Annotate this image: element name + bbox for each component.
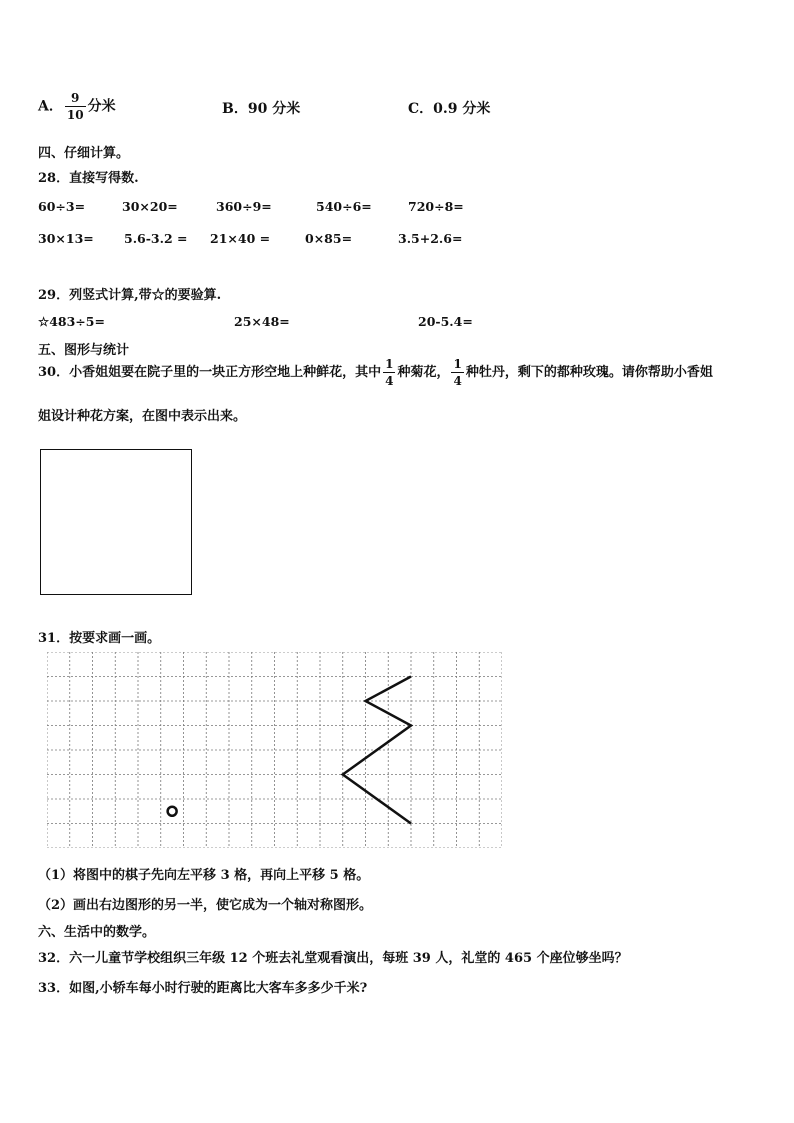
q31-sub-1: （1）将图中的棋子先向左平移 3 格，再向上平移 5 格。 — [38, 868, 370, 883]
q28-r1-c2: 30×20= — [122, 199, 178, 214]
q32-text: 32．六一儿童节学校组织三年级 12 个班去礼堂观看演出，每班 39 人，礼堂的 465 个座位够坐吗？ — [38, 951, 628, 966]
q28-r2-c2: 5.6-3.2 = — [124, 231, 188, 246]
q29-item-2: 25×48= — [234, 314, 290, 329]
q31-title: 31．按要求画一画。 — [38, 631, 161, 646]
option-a-label: A． — [38, 98, 63, 115]
section-6-title: 六、生活中的数学。 — [38, 925, 156, 940]
q29-title: 29．列竖式计算,带☆的要验算. — [38, 288, 222, 303]
q28-r1-c3: 360÷9= — [216, 199, 272, 214]
chess-piece-icon — [168, 807, 177, 816]
option-a — [38, 92, 116, 121]
q30-line-2: 姐设计种花方案，在图中表示出来。 — [38, 409, 247, 424]
q28-r1-c4: 540÷6= — [316, 199, 372, 214]
q28-r2-c1: 30×13= — [38, 231, 94, 246]
q28-r1-c1: 60÷3= — [38, 199, 86, 214]
section-4-title: 四、仔细计算。 — [38, 146, 130, 161]
q28-title: 28．直接写得数. — [38, 171, 139, 186]
q29-item-1: ☆483÷5= — [38, 314, 105, 329]
q28-r2-c5: 3.5+2.6= — [398, 231, 463, 246]
q30-text-3: 种牡丹，剩下的都种玫瑰。请你帮助小香姐 — [465, 365, 713, 380]
option-a-unit: 分米 — [87, 98, 116, 115]
q31-sub-2: （2）画出右边图形的另一半，使它成为一个轴对称图形。 — [38, 898, 373, 913]
q30-text-2: 种菊花， — [397, 365, 450, 380]
q28-r2-c4: 0×85= — [305, 231, 353, 246]
q30-fraction-2: $\frac{1}{4}$ — [453, 357, 462, 388]
section-5-title: 五、图形与统计 — [38, 343, 130, 358]
q29-item-3: 20-5.4= — [418, 314, 473, 329]
q30-line-1 — [38, 358, 713, 387]
grid-canvas — [47, 652, 502, 848]
q30-text-1: 30．小香姐姐要在院子里的一块正方形空地上种鲜花，其中 — [38, 365, 382, 380]
option-c: C．0.9 分米 — [408, 101, 491, 117]
q33-text: 33．如图,小轿车每小时行驶的距离比大客车多多少千米? — [38, 981, 368, 996]
square-plot — [40, 449, 192, 595]
q28-r1-c5: 720÷8= — [408, 199, 464, 214]
option-a-fraction: $\frac{9}{10}$ — [66, 91, 84, 122]
drawing-grid — [47, 652, 502, 848]
option-b: B．90 分米 — [222, 101, 301, 117]
q30-fraction-1: $\frac{1}{4}$ — [385, 357, 394, 388]
q28-r2-c3: 21×40 = — [210, 231, 271, 246]
